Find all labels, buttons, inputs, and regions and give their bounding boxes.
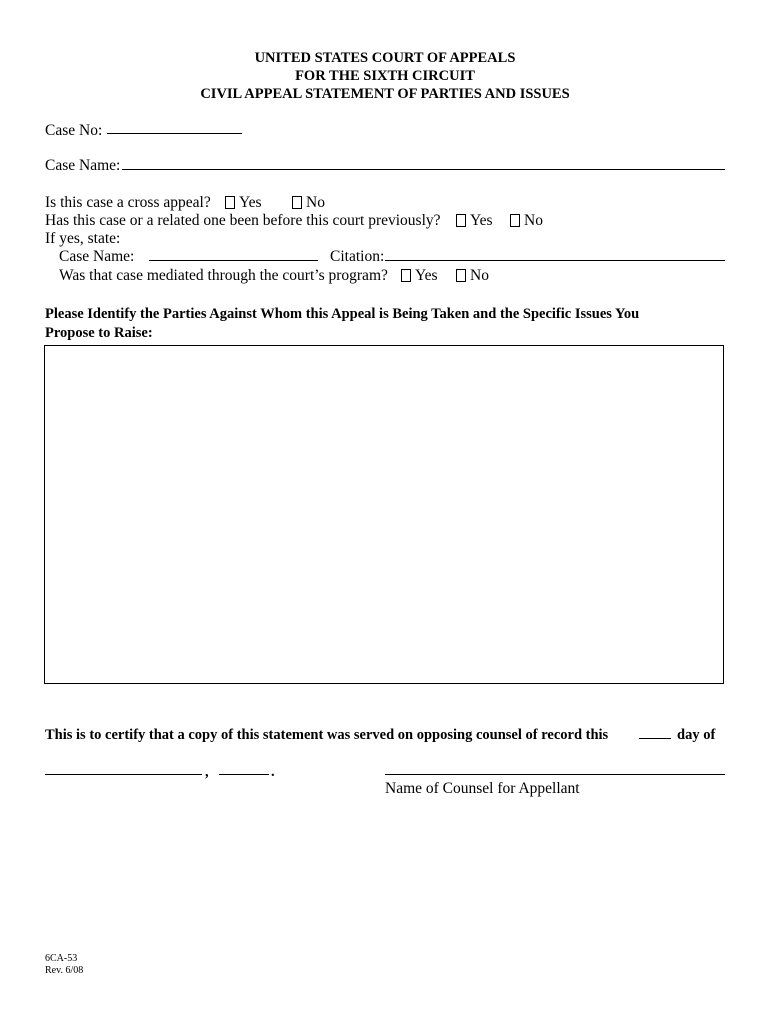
certify-day-field[interactable] [639,738,671,739]
counsel-signature-label: Name of Counsel for Appellant [385,780,580,797]
certify-year-field[interactable] [219,774,269,775]
cross-appeal-yes-label: Yes [239,194,262,211]
certify-text: This is to certify that a copy of this statement was served on opposing counsel of record this [45,727,609,743]
certify-period: . [271,764,275,780]
before-court-yes-checkbox[interactable] [456,214,466,227]
form-title: CIVIL APPEAL STATEMENT OF PARTIES AND ISSUES [200,86,570,102]
mediated-yes-label: Yes [415,267,438,284]
cross-appeal-yes-checkbox[interactable] [225,196,235,209]
before-court-no-label: No [524,212,543,229]
certify-month-field[interactable] [45,774,202,775]
certify-comma: , [205,764,209,780]
related-case-name-field[interactable] [149,260,318,261]
if-yes-label: If yes, state: [45,230,121,247]
citation-field[interactable] [385,260,725,261]
cross-appeal-no-checkbox[interactable] [292,196,302,209]
certify-day-of: day of [677,727,716,743]
parties-heading-line1: Please Identify the Parties Against Whom this Appeal is Being Taken and the Specific Issues You [45,306,640,322]
form-number: 6CA-53 [45,953,78,964]
parties-heading-line2: Propose to Raise: [45,325,153,341]
cross-appeal-no-label: No [306,194,325,211]
before-court-yes-label: Yes [470,212,493,229]
mediated-no-label: No [470,267,489,284]
mediated-no-checkbox[interactable] [456,269,466,282]
related-case-name-label: Case Name: [59,248,135,265]
case-name-label: Case Name: [45,157,121,174]
case-no-field[interactable] [107,133,242,134]
mediated-question: Was that case mediated through the court’s program? [59,267,388,284]
parties-issues-textbox[interactable] [44,345,724,684]
before-court-no-checkbox[interactable] [510,214,520,227]
citation-label: Citation: [330,248,385,265]
form-revision: Rev. 6/08 [45,965,84,976]
before-court-question: Has this case or a related one been before this court previously? [45,212,441,229]
cross-appeal-question: Is this case a cross appeal? [45,194,211,211]
court-title: UNITED STATES COURT OF APPEALS [254,50,516,66]
mediated-yes-checkbox[interactable] [401,269,411,282]
case-name-field[interactable] [122,169,725,170]
case-no-label: Case No: [45,122,103,139]
circuit-title: FOR THE SIXTH CIRCUIT [295,68,475,84]
counsel-signature-field[interactable] [385,774,725,775]
